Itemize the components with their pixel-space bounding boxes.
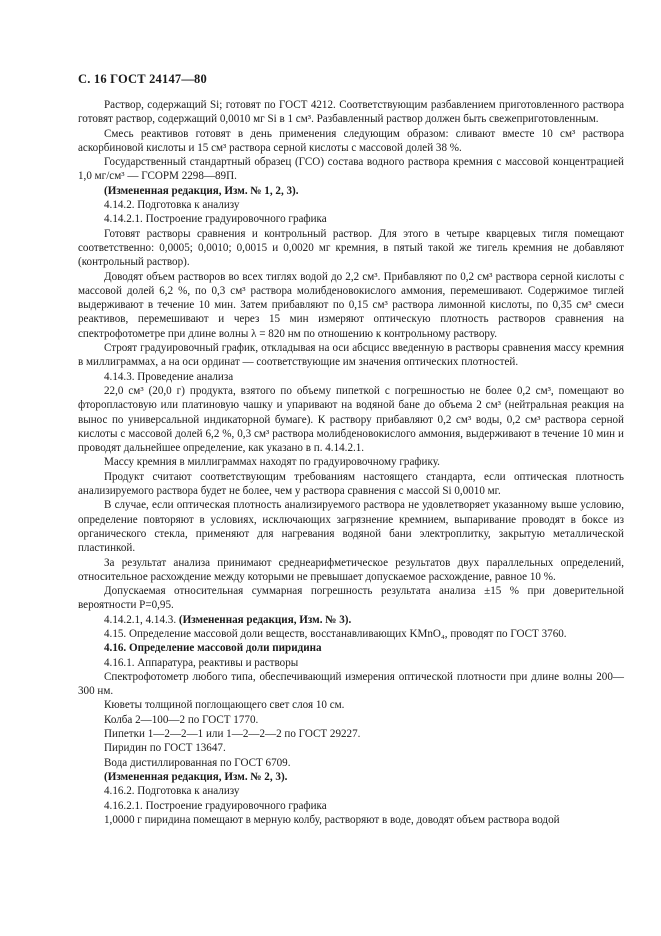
paragraph: Допускаемая относительная суммарная погрешность результата анализа ±15 % при доверительной вероятности P=0,95. bbox=[78, 585, 624, 612]
paragraph: За результат анализа принимают среднеарифметическое результатов двух параллельных определений, относительное расхождение между которыми не превышает допускаемое расхождение, равное 10 %. bbox=[78, 556, 624, 583]
paragraph: Кюветы толщиной поглощающего свет слоя 10 см. bbox=[104, 699, 345, 712]
paragraph: Массу кремния в миллиграммах находят по градуировочному графику. bbox=[104, 456, 440, 469]
paragraph: Готовят растворы сравнения и контрольный раствор. Для этого в четыре кварцевых тигля помещают соответственно: 0,0005; 0,0010; 0,0015 и 0,0020 мг кремния, в пятый такой же тигель кремния не добавляют (контрольный раствор). bbox=[78, 227, 624, 269]
paragraph: (Измененная редакция, Изм. № 1, 2, 3). bbox=[104, 184, 299, 197]
paragraph: 22,0 см³ (20,0 г) продукта, взятого по объему пипеткой с погрешностью не более 0,2 см³, помещают во фторопластовую или платиновую чашку и упаривают на водяной бане до объема 2 см³ (нейтральная реакция на вынос по универсальной индикаторной бумаге). К раствору прибавляют 0,2 см³ воды, 0,2 см³ раствора серной кислоты с массовой долей 6,2 %, 0,3 см³ раствора молибденовокислого аммония, выдерживают в течение 10 мин и проводят дальнейшее определение, как указано в п. 4.14.2.1. bbox=[78, 384, 624, 455]
paragraph: 4.15. Определение массовой доли веществ, восстанавливающих KMnO₄, проводят по ГОСТ 3760. bbox=[104, 627, 567, 640]
paragraph: Смесь реактивов готовят в день применения следующим образом: сливают вместе 10 см³ раствора аскорбиновой кислоты и 15 см³ раствора серной кислоты с массовой долей 38 %. bbox=[78, 127, 624, 154]
paragraph: Вода дистиллированная по ГОСТ 6709. bbox=[104, 756, 291, 769]
paragraph: Пипетки 1—2—2—1 или 1—2—2—2 по ГОСТ 29227. bbox=[104, 728, 361, 741]
paragraph: В случае, если оптическая плотность анализируемого раствора не удовлетворяет указанному выше условию, определение повторяют в условиях, исключающих загрязнение кремнием, выпаривание проводят в боксе из органического стекла, применяют для нагревания водяной бани электроплитку, закрытую металлической пластинкой. bbox=[78, 499, 624, 555]
document-body bbox=[78, 98, 624, 827]
paragraph-bold-tail: (Измененная редакция, Изм. № 3). bbox=[178, 613, 352, 626]
page-header: С. 16 ГОСТ 24147—80 bbox=[78, 72, 207, 86]
paragraph: 4.16. Определение массовой доли пиридина bbox=[104, 642, 322, 655]
paragraph: Колба 2—100—2 по ГОСТ 1770. bbox=[104, 713, 259, 726]
paragraph: 4.16.1. Аппаратура, реактивы и растворы bbox=[104, 656, 299, 669]
paragraph: Спектрофотометр любого типа, обеспечивающий измерения оптической плотности при длине волны 200—300 нм. bbox=[78, 670, 624, 698]
paragraph bbox=[78, 613, 624, 627]
paragraph: Раствор, содержащий Si; готовят по ГОСТ 4212. Соответствующим разбавлением приготовленного раствора готовят раствор, содержащий 0,0010 мг Si в 1 см³. Разбавленный раствор должен быть свежеприготовленным. bbox=[78, 99, 624, 126]
paragraph: 4.16.2.1. Построение градуировочного графика bbox=[104, 799, 327, 812]
paragraph: 4.14.2.1. Построение градуировочного графика bbox=[104, 213, 327, 226]
paragraph: 1,0000 г пиридина помещают в мерную колбу, растворяют в воде, доводят объем раствора водой bbox=[104, 813, 560, 826]
paragraph: Государственный стандартный образец (ГСО) состава водного раствора кремния с массовой концентрацией 1,0 мг/см³ — ГСОРМ 2298—89П. bbox=[78, 156, 624, 183]
paragraph: (Измененная редакция, Изм. № 2, 3). bbox=[104, 770, 288, 783]
paragraph-lead: 4.14.2.1, 4.14.3. bbox=[104, 613, 179, 626]
paragraph: Пиридин по ГОСТ 13647. bbox=[104, 742, 226, 755]
paragraph: Продукт считают соответствующим требованиям настоящего стандарта, если оптическая плотность анализируемого раствора будет не более, чем у раствора сравнения с массой Si 0,0010 мг. bbox=[78, 470, 624, 498]
paragraph: 4.14.2. Подготовка к анализу bbox=[104, 199, 240, 212]
paragraph: Доводят объем растворов во всех тиглях водой до 2,2 см³. Прибавляют по 0,2 см³ раствора серной кислоты с массовой долей 6,2 %, по 0,3 см³ раствора молибденовокислого аммония, перемешивают. Содержимое тиглей выдерживают в течение 10 мин. Затем прибавляют по 0,15 см³ раствора лимонной кислоты, по 0,35 см³ смеси реактивов, перемешивают и через 15 мин измеряют оптическую плотность растворов сравнения на спектрофотометре при длине волны λ = 820 нм по отношению к контрольному раствору. bbox=[78, 270, 624, 340]
paragraph: 4.16.2. Подготовка к анализу bbox=[104, 785, 240, 798]
paragraph: Строят градуировочный график, откладывая на оси абсцисс введенную в растворы сравнения массу кремния в миллиграммах, а на оси ординат — соответствующие им значения оптических плотностей. bbox=[78, 342, 624, 369]
paragraph: 4.14.3. Проведение анализа bbox=[104, 370, 234, 383]
